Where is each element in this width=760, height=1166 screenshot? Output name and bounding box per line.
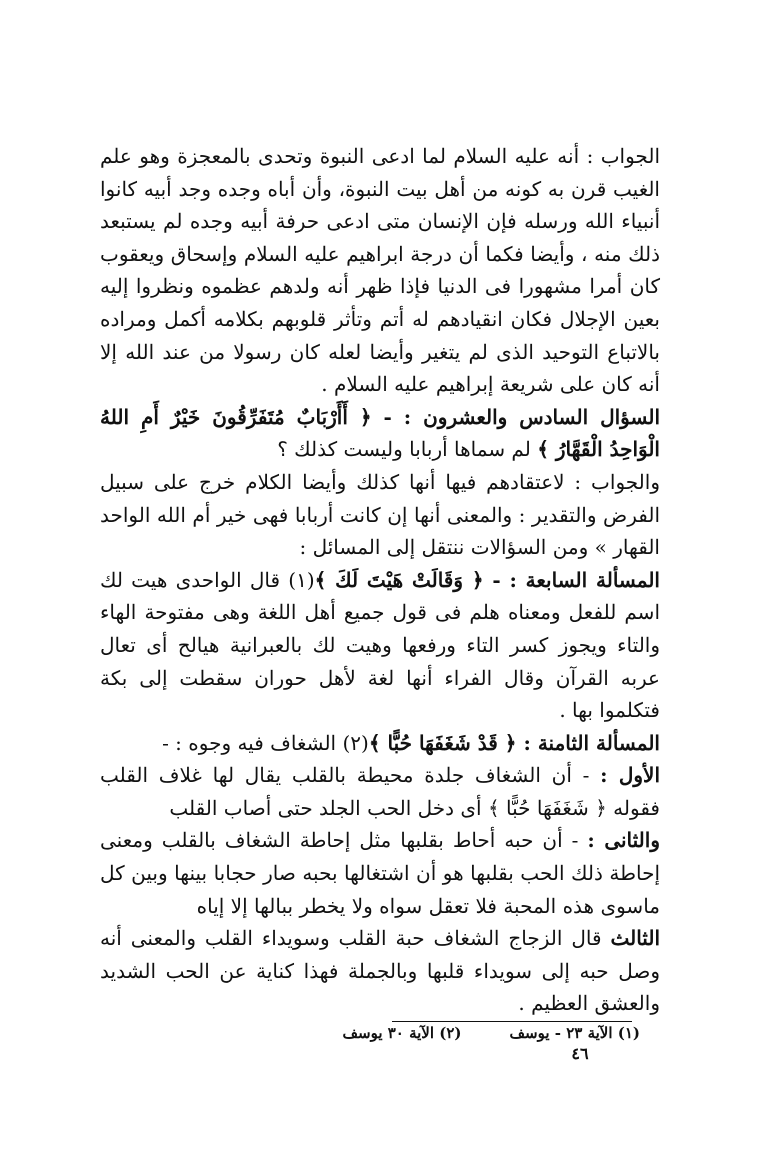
paragraph-answer-1: [100, 140, 660, 401]
paragraph-issue-7: [100, 564, 660, 727]
page-number: ٤٦: [571, 1044, 589, 1063]
paragraph-first: [100, 759, 660, 824]
paragraph-body: الجواب : أنه عليه السلام لما ادعى النبوة وتحدى بالمعجزة وهو علم الغيب قرن به كونه من أهل بيت النبوة، وأن أباه وجده وجد أبيه كانوا أنبياء الله ورسله فإن الإنسان متى ادعى حرفة أبيه وجده لم يستبعد ذلك منه ، وأيضا فكما أن درجة ابراهيم عليه السلام وإسحاق ويعقوب كان أمرا مشهورا فى الدنيا فإذا ظهر أنه ولدهم عظموه ونظروا إليه بعين الإجلال فكان انقيادهم له أتم وتأثر قلوبهم بكلامه أكمل ومراده بالاتباع التوحيد الذى لم يتغير وأيضا لعله كان رسولا من عند الله إلا أنه كان على شريعة إبراهيم عليه السلام .: [100, 144, 660, 397]
paragraph-lead: السؤال السادس والعشرون : - ﴿ أَأَرْبَابٌ مُتَفَرِّقُونَ خَيْرٌ أَمِ اللهُ الْوَاحِدُ الْقَهَّارُ ﴾: [100, 404, 660, 462]
footnote-2: (٢) الآية ٣٠ يوسف: [342, 1024, 462, 1042]
paragraph-body: (٢) الشغاف فيه وجوه : -: [162, 730, 369, 755]
paragraph-lead: الثالث: [610, 926, 660, 951]
paragraph-body: - أن حبه أحاط بقلبها مثل إحاطة الشغاف بالقلب ومعنى إحاطة ذلك الحب بقلبها هو أن اشتغالها بحبه صار حجابا بينها وبين كل ماسوى هذه المحبة فلا تعقل سواه ولا يخطر ببالها إلا إياه: [100, 828, 660, 918]
paragraph-lead: والثانى :: [587, 828, 660, 853]
main-text: [100, 140, 660, 1020]
footnote-divider: [392, 1021, 632, 1022]
footnotes: [300, 1024, 640, 1042]
paragraph-lead: المسألة السابعة : - ﴿ وَقَالَتْ هَيْتَ لَكَ ﴾: [314, 567, 660, 592]
paragraph-lead: المسألة الثامنة : ﴿ قَدْ شَغَفَهَا حُبًّا ﴾: [368, 730, 660, 755]
paragraph-body: والجواب : لاعتقادهم فيها أنها كذلك وأيضا الكلام خرج على سبيل الفرض والتقدير : والمعنى أنها إن كانت أربابا فهى خير أم الله الواحد القهار » ومن السؤالات ننتقل إلى المسائل :: [100, 469, 660, 560]
paragraph-question-26: [100, 401, 660, 466]
paragraph-body: لم سماها أربابا وليست كذلك ؟: [277, 437, 538, 462]
paragraph-third: [100, 922, 660, 1020]
paragraph-body: - أن الشغاف جلدة محيطة بالقلب يقال لها غلاف القلب فقوله ﴿ شَغَفَهَا حُبًّا ﴾ أى دخل الحب الجلد حتى أصاب القلب: [100, 763, 660, 820]
paragraph-issue-8: [100, 727, 660, 760]
footnote-1: (١) الآية ٢٣ - يوسف: [509, 1024, 640, 1042]
paragraph-answer-2: [100, 466, 660, 564]
paragraph-lead: الأول :: [600, 763, 661, 788]
paragraph-second: [100, 824, 660, 922]
paragraph-body: قال الزجاج الشغاف حبة القلب وسويداء القلب والمعنى أنه وصل حبه إلى سويداء قلبها وبالجملة فهذا كناية عن الحب الشديد والعشق العظيم .: [100, 926, 660, 1016]
paragraph-body: (١) قال الواحدى هيت لك اسم للفعل ومعناه هلم فى قول جميع أهل اللغة وهى مفتوحة الهاء والتاء ويجوز كسر التاء ورفعها وهيت لك بالعبرانية هيالح أى تعال عربه القرآن وقال الفراء أنها لغة لأهل حوران سقطت إلى بكة فتكلموا بها .: [100, 567, 660, 723]
